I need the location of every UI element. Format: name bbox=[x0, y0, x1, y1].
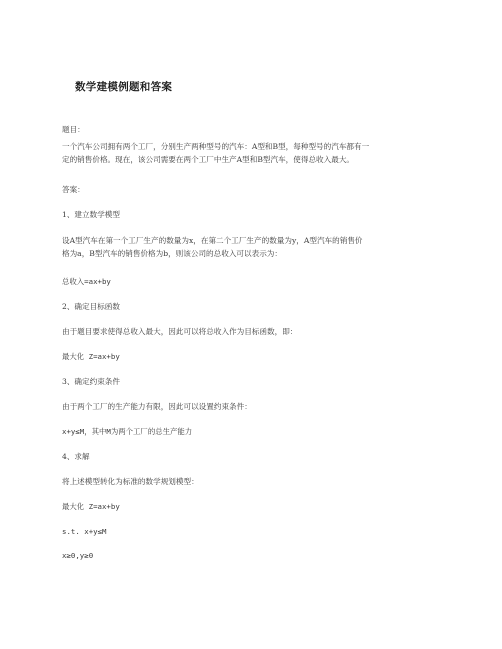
step1-formula: 总收入=ax+by bbox=[62, 277, 111, 286]
step2-formula: 最大化 Z=ax+by bbox=[62, 352, 120, 361]
answer-label: 答案： bbox=[62, 185, 85, 194]
step4-heading: 4、求解 bbox=[62, 452, 90, 461]
step1-paragraph bbox=[62, 234, 442, 260]
step4-text: 将上述模型转化为标准的数学规划模型： bbox=[62, 477, 199, 486]
step3-heading: 3、确定约束条件 bbox=[62, 377, 120, 386]
model-nonnegativity: x≥0,y≥0 bbox=[62, 551, 94, 560]
question-label: 题目： bbox=[62, 125, 85, 134]
question-line-2: 定的销售价格。现在，该公司需要在两个工厂中生产A型和B型汽车，使得总收入最大。 bbox=[62, 155, 355, 164]
model-constraint: s.t. x+y≤M bbox=[62, 527, 107, 536]
step1-heading: 1、建立数学模型 bbox=[62, 210, 120, 219]
model-objective: 最大化 Z=ax+by bbox=[62, 502, 120, 511]
question-paragraph bbox=[62, 140, 442, 166]
step2-heading: 2、确定目标函数 bbox=[62, 302, 120, 311]
step2-text: 由于题目要求使得总收入最大，因此可以将总收入作为目标函数，即： bbox=[62, 327, 298, 336]
question-line-1: 一个汽车公司拥有两个工厂，分别生产两种型号的汽车：A型和B型，每种型号的汽车都有一 bbox=[62, 142, 370, 151]
step3-formula: x+y≤M，其中M为两个工厂的总生产能力 bbox=[62, 427, 193, 436]
step3-text: 由于两个工厂的生产能力有限，因此可以设置约束条件： bbox=[62, 402, 252, 411]
step1-line-2: 格为a，B型汽车的销售价格为b，则该公司的总收入可以表示为： bbox=[62, 249, 282, 258]
document-title: 数学建模例题和答案 bbox=[75, 81, 173, 93]
step1-line-1: 设A型汽车在第一个工厂生产的数量为x，在第二个工厂生产的数量为y，A型汽车的销售价 bbox=[62, 236, 363, 245]
